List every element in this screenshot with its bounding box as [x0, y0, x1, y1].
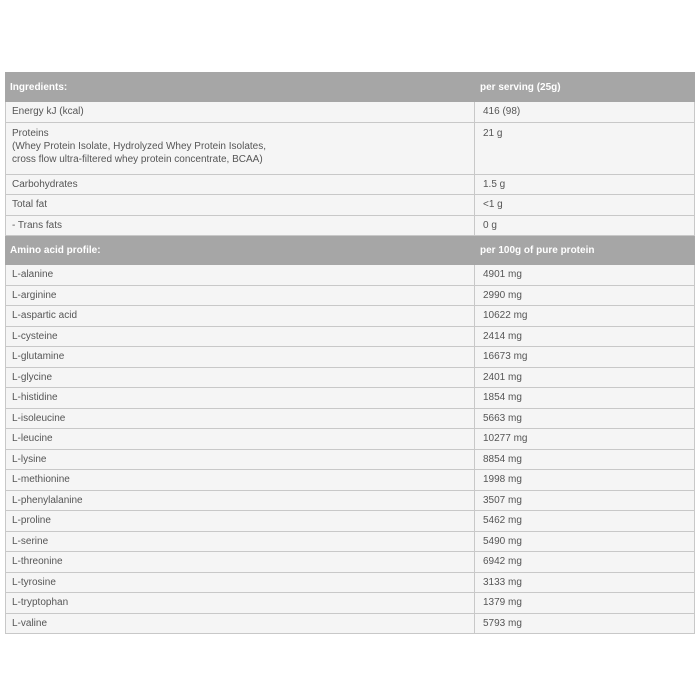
amino-acid-amount: 5462 mg	[475, 511, 695, 532]
table-row	[6, 326, 695, 347]
amino-acid-amount: 2401 mg	[475, 367, 695, 388]
proteins-sources-line-1: (Whey Protein Isolate, Hydrolyzed Whey Protein Isolates,	[12, 140, 266, 152]
amino-acid-amount: 2990 mg	[475, 285, 695, 306]
table-row	[6, 511, 695, 532]
table-row	[6, 285, 695, 306]
amino-acid-name: L-tryptophan	[6, 593, 475, 614]
amino-acid-name: L-alanine	[6, 265, 475, 286]
amino-acid-amount: 6942 mg	[475, 552, 695, 573]
amino-acid-name: L-histidine	[6, 388, 475, 409]
amino-acid-name: L-glutamine	[6, 347, 475, 368]
table-row	[6, 306, 695, 327]
table-row	[6, 593, 695, 614]
row-label: Total fat	[6, 195, 475, 216]
amino-acid-amount: 10622 mg	[475, 306, 695, 327]
amino-acid-amount: 5663 mg	[475, 408, 695, 429]
amino-acid-amount: 1854 mg	[475, 388, 695, 409]
row-label: Energy kJ (kcal)	[6, 102, 475, 123]
table-row	[6, 367, 695, 388]
table-row	[6, 531, 695, 552]
amino-acid-name: L-isoleucine	[6, 408, 475, 429]
table-row	[6, 215, 695, 236]
amino-acid-amount: 4901 mg	[475, 265, 695, 286]
table-row	[6, 174, 695, 195]
amino-acid-name: L-threonine	[6, 552, 475, 573]
amino-acid-amount: 5793 mg	[475, 613, 695, 634]
table-row	[6, 429, 695, 450]
table-row	[6, 490, 695, 511]
amino-acid-amount: 1998 mg	[475, 470, 695, 491]
row-label: - Trans fats	[6, 215, 475, 236]
amino-acid-name: L-glycine	[6, 367, 475, 388]
table-row	[6, 122, 695, 174]
amino-acid-name: L-valine	[6, 613, 475, 634]
row-label	[6, 122, 475, 174]
table-row	[6, 388, 695, 409]
amino-header-row	[6, 236, 695, 265]
table-row	[6, 408, 695, 429]
ingredients-header-label: Ingredients:	[6, 73, 475, 102]
table-row	[6, 572, 695, 593]
table-row	[6, 102, 695, 123]
ingredients-header-row	[6, 73, 695, 102]
amino-acid-name: L-arginine	[6, 285, 475, 306]
row-label: Carbohydrates	[6, 174, 475, 195]
amino-acid-amount: 8854 mg	[475, 449, 695, 470]
proteins-label: Proteins	[12, 127, 49, 139]
amino-acid-name: L-leucine	[6, 429, 475, 450]
amino-header-label: Amino acid profile:	[6, 236, 475, 265]
table-row	[6, 449, 695, 470]
amino-acid-name: L-serine	[6, 531, 475, 552]
table-row	[6, 552, 695, 573]
table-row	[6, 195, 695, 216]
nutrition-table	[5, 72, 695, 634]
amino-header-value: per 100g of pure protein	[475, 236, 695, 265]
amino-acid-amount: 10277 mg	[475, 429, 695, 450]
row-value: 1.5 g	[475, 174, 695, 195]
amino-acid-name: L-tyrosine	[6, 572, 475, 593]
proteins-sources-line-2: cross flow ultra-filtered whey protein concentrate, BCAA)	[12, 153, 263, 165]
amino-acid-name: L-proline	[6, 511, 475, 532]
amino-acid-amount: 5490 mg	[475, 531, 695, 552]
table-row	[6, 265, 695, 286]
amino-acid-amount: 1379 mg	[475, 593, 695, 614]
amino-acid-amount: 3133 mg	[475, 572, 695, 593]
amino-acid-name: L-phenylalanine	[6, 490, 475, 511]
row-value: 0 g	[475, 215, 695, 236]
amino-acid-amount: 2414 mg	[475, 326, 695, 347]
amino-acid-name: L-cysteine	[6, 326, 475, 347]
row-value: <1 g	[475, 195, 695, 216]
row-value: 416 (98)	[475, 102, 695, 123]
amino-acid-name: L-methionine	[6, 470, 475, 491]
table-row	[6, 347, 695, 368]
table-row	[6, 470, 695, 491]
amino-acid-amount: 3507 mg	[475, 490, 695, 511]
amino-acid-name: L-aspartic acid	[6, 306, 475, 327]
table-row	[6, 613, 695, 634]
row-value: 21 g	[475, 122, 695, 174]
amino-acid-name: L-lysine	[6, 449, 475, 470]
amino-acid-rows	[6, 265, 695, 634]
amino-acid-amount: 16673 mg	[475, 347, 695, 368]
ingredients-header-value: per serving (25g)	[475, 73, 695, 102]
